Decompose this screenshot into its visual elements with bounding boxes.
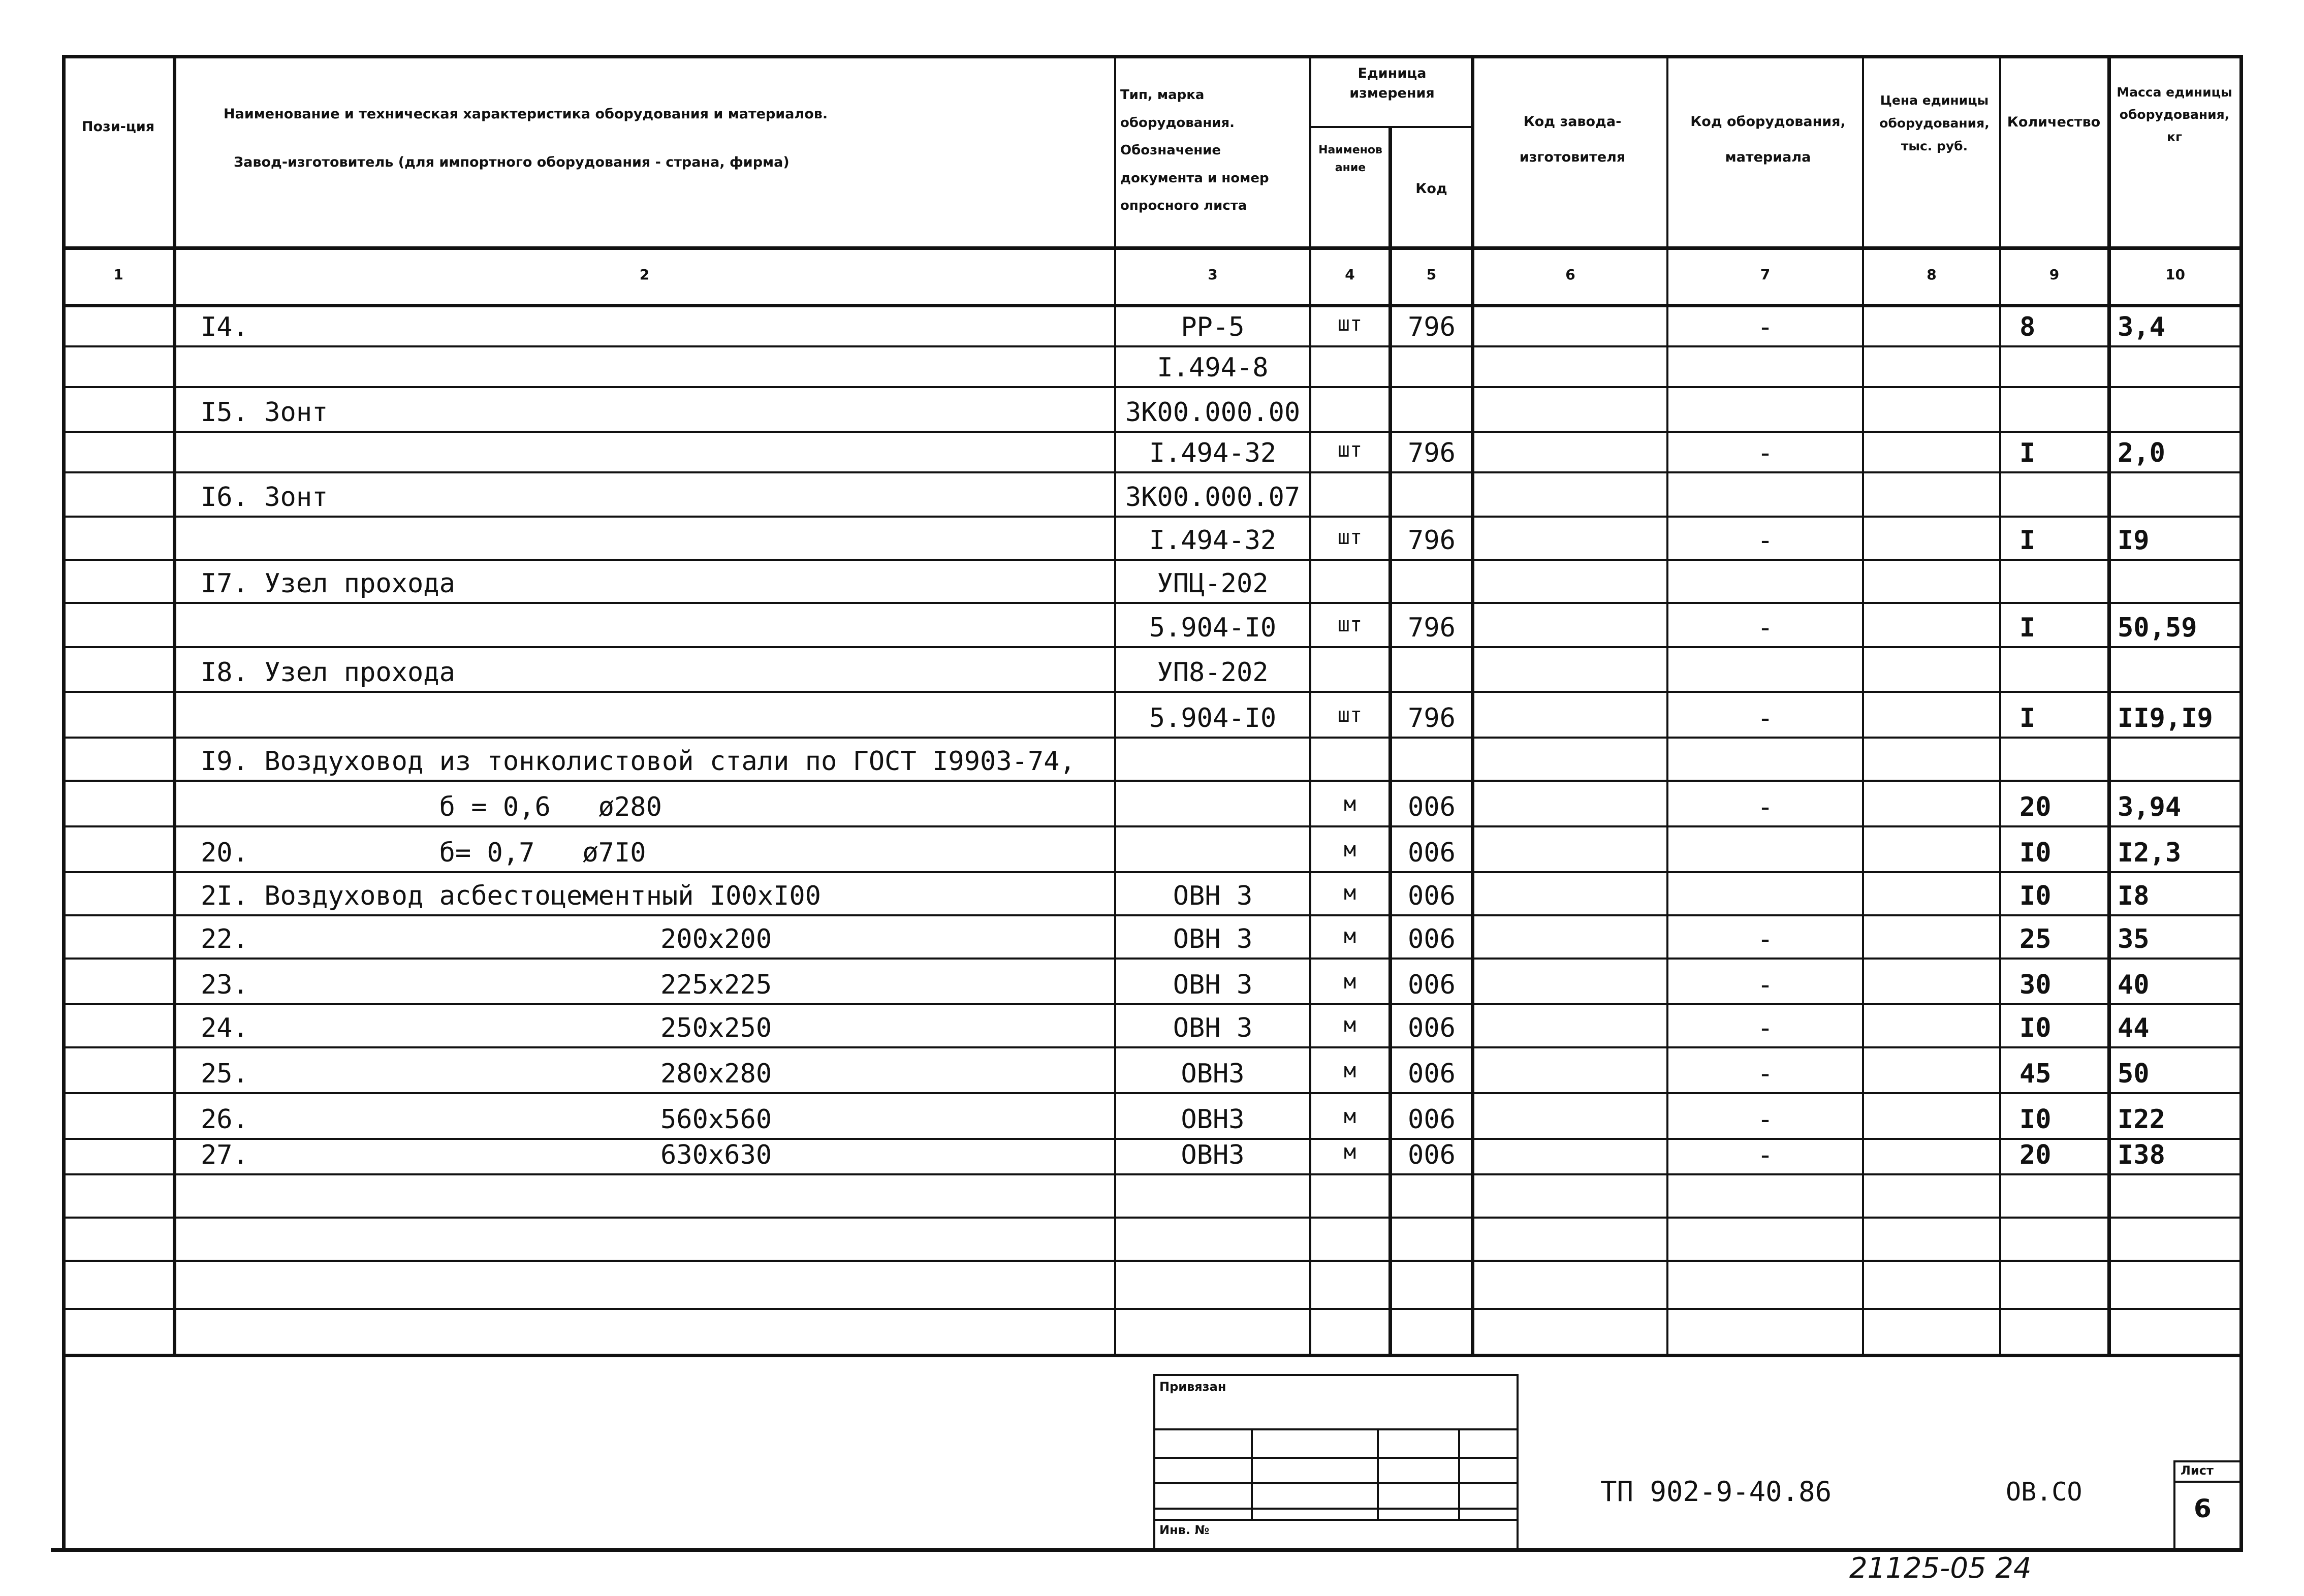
- empty-row-line: [62, 1308, 2243, 1310]
- row-line: [62, 1003, 2243, 1005]
- tb-col1: [1251, 1428, 1253, 1520]
- cell-name: 20. б= 0,7 ø7I0: [201, 838, 646, 868]
- cell-name: I8. Узел прохода: [201, 657, 455, 688]
- cell-name: 25.: [201, 1059, 248, 1089]
- cell-type: ОВН3: [1181, 1104, 1245, 1135]
- cell-type: PP-5: [1181, 312, 1245, 342]
- cell-mass: 50: [2118, 1059, 2150, 1089]
- footer-number: 21125-05 24: [1849, 1552, 2032, 1585]
- tb-col2: [1377, 1428, 1379, 1520]
- col-sep-4: [1388, 126, 1392, 1355]
- cell-type: ОВН 3: [1173, 924, 1253, 954]
- tb-row5: [1153, 1519, 1518, 1521]
- cell-qty: 8: [2019, 312, 2036, 342]
- row-line: [62, 646, 2243, 648]
- cell-name: 24.: [201, 1013, 248, 1043]
- cell-unit: м: [1343, 1013, 1356, 1037]
- colnum-6: 6: [1565, 266, 1575, 283]
- cell-mass: 44: [2118, 1013, 2150, 1043]
- colnum-7: 7: [1760, 266, 1771, 283]
- cell-mass: 40: [2118, 970, 2150, 1000]
- cell-unit: м: [1343, 970, 1356, 994]
- row-line: [62, 957, 2243, 960]
- cell-type: ОВН 3: [1173, 881, 1253, 911]
- row-line: [62, 516, 2243, 518]
- cell-mat: -: [1757, 1104, 1774, 1135]
- cell-mass: I22: [2118, 1104, 2165, 1135]
- cell-type: 5.904-I0: [1149, 703, 1277, 733]
- cell-code: 796: [1408, 525, 1456, 556]
- cell-unit: шт: [1337, 438, 1363, 462]
- sheet-box-left: [2173, 1460, 2175, 1550]
- cell-mat: -: [1757, 924, 1774, 954]
- row-line: [62, 386, 2243, 388]
- cell-unit: шт: [1337, 312, 1363, 336]
- cell-mass: 3,4: [2118, 312, 2165, 342]
- table-bottom-rule: [62, 1354, 2243, 1357]
- cell-qty: I: [2019, 438, 2036, 468]
- cell-type: I.494-8: [1157, 353, 1269, 383]
- row-line: [62, 691, 2243, 693]
- col-sep-9: [2107, 55, 2111, 1355]
- section-code: ОВ.СО: [2006, 1477, 2082, 1507]
- row-line: [62, 1092, 2243, 1094]
- frame-right: [2239, 55, 2243, 1551]
- cell-code: 006: [1408, 924, 1456, 954]
- row-line: [62, 559, 2243, 561]
- cell-type: ОВН3: [1181, 1059, 1245, 1089]
- cell-code: 796: [1408, 438, 1456, 468]
- header-name-line1: Наименование и техническая характеристика оборудования и материалов.: [224, 106, 828, 122]
- cell-mat: -: [1757, 792, 1774, 822]
- cell-mass: 50,59: [2118, 613, 2197, 643]
- cell-name: 23.: [201, 970, 248, 1000]
- cell-mat: -: [1757, 970, 1774, 1000]
- cell-qty: 45: [2019, 1059, 2051, 1089]
- colnum-9: 9: [2049, 266, 2060, 283]
- row-line: [62, 345, 2243, 347]
- header-mass: Масса единицы оборудования, кг: [2117, 85, 2232, 144]
- cell-code: 006: [1408, 1059, 1456, 1089]
- cell-type: ОВН3: [1181, 1140, 1245, 1170]
- cell-unit: м: [1343, 792, 1356, 816]
- colnum-8: 8: [1927, 266, 1937, 283]
- header-plant-code: Код завода-изготовителя: [1519, 114, 1626, 166]
- header-unit-code: Код: [1415, 181, 1447, 197]
- cell-type: I.494-32: [1149, 525, 1277, 556]
- cell-code: 006: [1408, 838, 1456, 868]
- cell-name: б = 0,6 ø280: [201, 792, 662, 822]
- cell-unit: м: [1343, 881, 1356, 905]
- sheet-label: Лист: [2181, 1463, 2214, 1478]
- row-line: [62, 914, 2243, 916]
- cell-code: 006: [1408, 881, 1456, 911]
- tb-col3: [1458, 1428, 1460, 1520]
- cell-qty: 25: [2019, 924, 2051, 954]
- colnum-10: 10: [2165, 266, 2185, 283]
- cell-mat: -: [1757, 438, 1774, 468]
- header-type: Тип, марка оборудования. Обозначение документа и номер опросного листа: [1120, 87, 1269, 214]
- colnum-1: 1: [113, 266, 123, 283]
- cell-size: 250x250: [660, 1013, 772, 1043]
- empty-row-line: [62, 1260, 2243, 1262]
- row-line: [62, 602, 2243, 604]
- cell-code: 006: [1408, 970, 1456, 1000]
- row-line: [62, 825, 2243, 827]
- cell-mat: -: [1757, 1013, 1774, 1043]
- row-line: [62, 737, 2243, 739]
- cell-unit: шт: [1337, 704, 1363, 727]
- cell-mat: -: [1757, 613, 1774, 643]
- cell-qty: 20: [2019, 792, 2051, 822]
- cell-unit: шт: [1337, 526, 1363, 549]
- cell-type: 3K00.000.00: [1125, 397, 1301, 428]
- cell-name: I6. Зонт: [201, 482, 328, 513]
- cell-qty: 20: [2019, 1140, 2051, 1170]
- cell-mass: 2,0: [2118, 438, 2165, 468]
- cell-type: ОВН 3: [1173, 970, 1253, 1000]
- colnum-rule: [62, 304, 2243, 307]
- cell-unit: м: [1343, 1105, 1356, 1128]
- bound-label: Привязан: [1159, 1380, 1226, 1394]
- header-unit: Единица измерения: [1349, 66, 1435, 102]
- sheet-box-mid: [2173, 1481, 2241, 1483]
- col-sep-8: [1999, 55, 2001, 1355]
- cell-type: УП8-202: [1157, 657, 1269, 688]
- unit-subheader-rule: [1309, 126, 1471, 128]
- tb-row4: [1153, 1508, 1518, 1510]
- header-unit-name: Наименование: [1318, 144, 1382, 175]
- cell-mass: I38: [2118, 1140, 2165, 1170]
- empty-row-line: [62, 1173, 2243, 1175]
- empty-row-line: [62, 1217, 2243, 1219]
- col-sep-1: [173, 55, 176, 1355]
- row-line: [62, 780, 2243, 782]
- tb-left: [1153, 1374, 1155, 1550]
- cell-qty: I0: [2019, 881, 2051, 911]
- cell-type: УПЦ-202: [1157, 568, 1269, 599]
- cell-type: 3K00.000.07: [1125, 482, 1301, 513]
- row-line: [62, 1138, 2243, 1140]
- cell-name: 22.: [201, 924, 248, 954]
- cell-code: 006: [1408, 792, 1456, 822]
- cell-type: ОВН 3: [1173, 1013, 1253, 1043]
- cell-mass: II9,I9: [2118, 703, 2213, 733]
- tb-right: [1517, 1374, 1519, 1550]
- colnum-3: 3: [1208, 266, 1218, 283]
- cell-code: 796: [1408, 613, 1456, 643]
- cell-unit: м: [1343, 1059, 1356, 1082]
- col-sep-5: [1471, 55, 1474, 1355]
- cell-qty: I0: [2019, 1104, 2051, 1135]
- cell-type: 5.904-I0: [1149, 613, 1277, 643]
- cell-code: 796: [1408, 703, 1456, 733]
- tb-top: [1153, 1374, 1518, 1376]
- cell-mat: -: [1757, 525, 1774, 556]
- tb-row1: [1153, 1428, 1518, 1430]
- cell-mass: I8: [2118, 881, 2150, 911]
- sheet-number: 6: [2194, 1494, 2212, 1523]
- colnum-2: 2: [639, 266, 650, 283]
- cell-name: I5. Зонт: [201, 397, 328, 428]
- cell-mass: 3,94: [2118, 792, 2182, 822]
- cell-name: 27.: [201, 1140, 248, 1170]
- cell-code: 006: [1408, 1104, 1456, 1135]
- row-line: [62, 871, 2243, 873]
- header-name-line2: Завод-изготовитель (для импортного оборудования - страна, фирма): [234, 154, 790, 170]
- cell-qty: I: [2019, 703, 2036, 733]
- cell-code: 006: [1408, 1013, 1456, 1043]
- header-material-code: Код оборудования, материала: [1690, 114, 1846, 166]
- sheet-box-top: [2173, 1460, 2241, 1462]
- colnum-4: 4: [1345, 266, 1355, 283]
- cell-size: 200x200: [660, 924, 772, 954]
- cell-size: 560x560: [660, 1104, 772, 1135]
- cell-size: 630x630: [660, 1140, 772, 1170]
- cell-unit: м: [1343, 1140, 1356, 1164]
- cell-size: 280x280: [660, 1059, 772, 1089]
- cell-size: 225x225: [660, 970, 772, 1000]
- tb-row2: [1153, 1457, 1518, 1459]
- inv-label: Инв. №: [1159, 1523, 1210, 1537]
- cell-qty: I: [2019, 613, 2036, 643]
- cell-name: I9. Воздуховод из тонколистовой стали по ГОСТ I9903-74,: [201, 746, 1076, 777]
- col-sep-7: [1862, 55, 1864, 1355]
- cell-name: I7. Узел прохода: [201, 568, 455, 599]
- cell-type: I.494-32: [1149, 438, 1277, 468]
- cell-qty: I: [2019, 525, 2036, 556]
- row-line: [62, 431, 2243, 433]
- tb-row3: [1153, 1482, 1518, 1484]
- header-position: Пози-ция: [81, 119, 155, 135]
- cell-name: I4.: [201, 312, 248, 342]
- cell-mass: I2,3: [2118, 838, 2182, 868]
- cell-unit: шт: [1337, 613, 1363, 636]
- cell-unit: м: [1343, 838, 1356, 861]
- header-quantity: Количество: [2007, 114, 2101, 130]
- doc-code: ТП 902-9-40.86: [1600, 1476, 1832, 1508]
- row-line: [62, 1046, 2243, 1048]
- cell-name: 26.: [201, 1104, 248, 1135]
- cell-mass: 35: [2118, 924, 2150, 954]
- header-price: Цена единицы оборудования, тыс. руб.: [1879, 93, 1990, 153]
- cell-code: 796: [1408, 312, 1456, 342]
- colnum-5: 5: [1426, 266, 1437, 283]
- cell-mat: -: [1757, 312, 1774, 342]
- cell-mat: -: [1757, 1059, 1774, 1089]
- frame-top: [62, 55, 2243, 58]
- cell-mass: I9: [2118, 525, 2150, 556]
- cell-qty: I0: [2019, 838, 2051, 868]
- cell-mat: -: [1757, 703, 1774, 733]
- frame-bottom: [51, 1548, 2243, 1552]
- header-rule: [62, 246, 2243, 250]
- row-line: [62, 471, 2243, 473]
- cell-qty: 30: [2019, 970, 2051, 1000]
- cell-qty: I0: [2019, 1013, 2051, 1043]
- cell-name: 2I. Воздуховод асбестоцементный I00xI00: [201, 881, 821, 911]
- cell-unit: м: [1343, 924, 1356, 948]
- cell-code: 006: [1408, 1140, 1456, 1170]
- cell-mat: -: [1757, 1140, 1774, 1170]
